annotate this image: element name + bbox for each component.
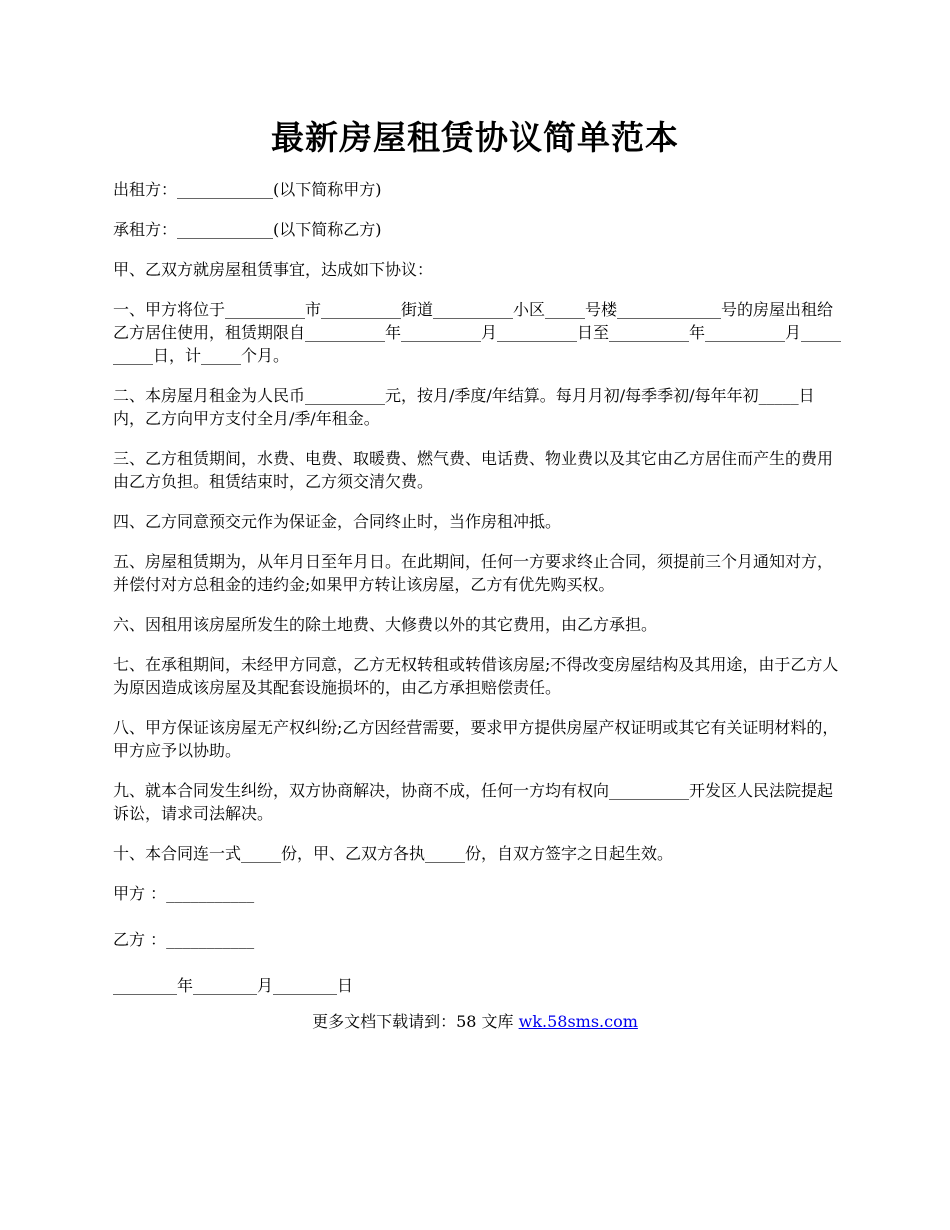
document-title: 最新房屋租赁协议简单范本 [271,118,679,157]
agreement-intro: 甲、乙双方就房屋租赁事宜，达成如下协议： [113,260,434,279]
party-a-signature: 甲方 ：___________ [113,884,255,903]
clause-9: 九、就本合同发生纠纷，双方协商解决，协商不成，任何一方均有权向__________开发区人民法院提起诉讼，请求司法解决。 [113,781,834,823]
clause-5: 五、房屋租赁期为，从年月日至年月日。在此期间，任何一方要求终止合同，须提前三个月通知对方，并偿付对方总租金的违约金;如果甲方转让该房屋，乙方有优先购买权。 [113,552,834,594]
clause-7: 七、在承租期间，未经甲方同意，乙方无权转租或转借该房屋;不得改变房屋结构及其用途，由于乙方人为原因造成该房屋及其配套设施损坏的，由乙方承担赔偿责任。 [113,655,839,697]
clause-2: 二、本房屋月租金为人民币__________元，按月/季度/年结算。每月月初/每季季初/每年年初_____日内，乙方向甲方支付全月/季/年租金。 [113,386,815,428]
document-body [113,178,841,1020]
footer [0,1010,950,1033]
clause-4: 四、乙方同意预交元作为保证金，合同终止时，当作房租冲抵。 [113,512,562,531]
clause-6: 六、因租用该房屋所发生的除土地费、大修费以外的其它费用，由乙方承担。 [113,615,658,634]
clause-3: 三、乙方租赁期间，水费、电费、取暖费、燃气费、电话费、物业费以及其它由乙方居住而产生的费用由乙方负担。租赁结束时，乙方须交清欠费。 [113,449,834,491]
clause-1: 一、甲方将位于__________市__________街道__________小区_____号楼_____________号的房屋出租给乙方居住使用，租赁期限自__________年__________月__________日至__________年__________月__________日，计_____个月。 [113,300,842,365]
footer-text: 更多文档下载请到：58 文库 [312,1012,519,1031]
clause-8: 八、甲方保证该房屋无产权纠纷;乙方因经营需要，要求甲方提供房屋产权证明或其它有关证明材料的，甲方应予以协助。 [113,718,839,760]
lessor-line: 出租方：____________(以下简称甲方) [113,180,382,199]
party-b-signature: 乙方 ：___________ [113,930,255,949]
clause-10: 十、本合同连一式_____份，甲、乙双方各执_____份，自双方签字之日起生效。 [113,844,674,863]
footer-link[interactable]: wk.58sms.com [518,1012,638,1031]
signature-date: ________年________月________日 [113,976,354,995]
lessee-line: 承租方：____________(以下简称乙方) [113,220,382,239]
